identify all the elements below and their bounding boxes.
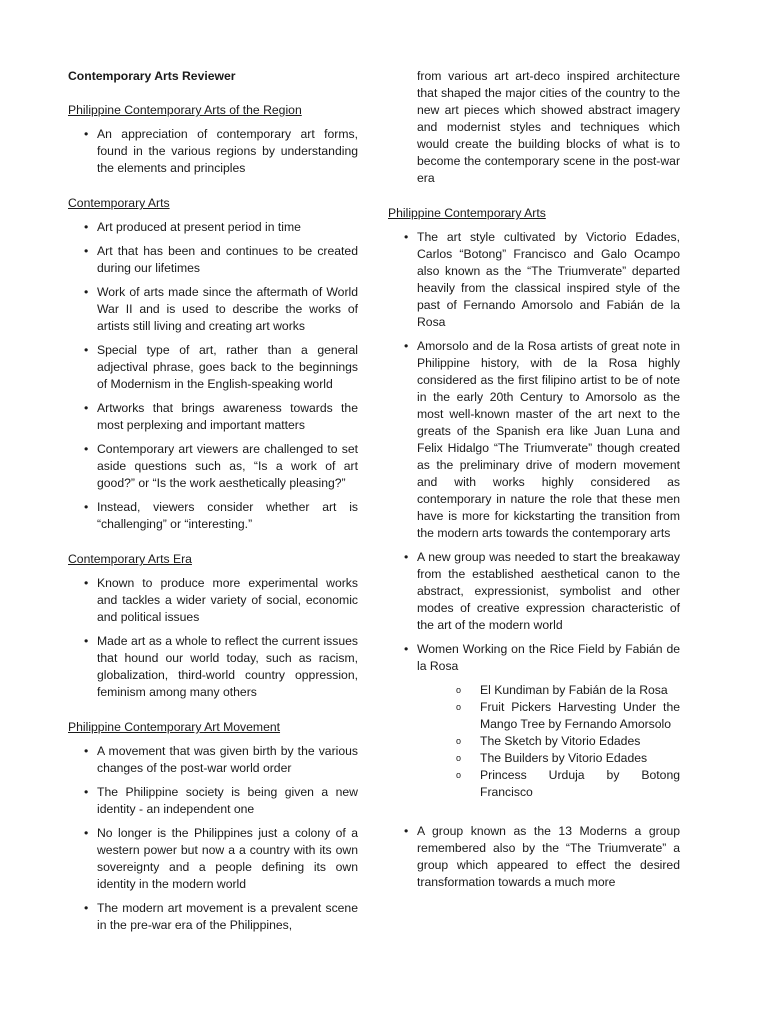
list-item: • Known to produce more experimental works and tackles a wider variety of social, economic and political issues: [68, 575, 358, 626]
bullet-list-arts-era: [68, 575, 358, 701]
bullet-list-philippine-contemporary-arts: [388, 229, 680, 675]
list-item: • Work of arts made since the aftermath of World War II and is used to describe the works of artists still living and creating art works: [68, 284, 358, 335]
section-heading-regional-arts: Philippine Contemporary Arts of the Region: [68, 103, 302, 117]
list-item: • The art style cultivated by Victorio Edades, Carlos “Botong” Francisco and Galo Ocampo also known as the “The Triumverate” departed heavily from the classical inspired style of the past of Fernando Amorsolo and Fabián de la Rosa: [388, 229, 680, 331]
list-item: • Made art as a whole to reflect the current issues that hound our world today, such as racism, globalization, third-world country oppression, feminism among many others: [68, 633, 358, 701]
sublist-item: o El Kundiman by Fabián de la Rosa: [456, 682, 680, 699]
continued-paragraph: from various art art-deco inspired architecture that shaped the major cities of the country to the new art pieces which showed abstract imagery and modernist styles and techniques which would create the building blocks of what is to become the contemporary scene in the post-war era: [417, 69, 680, 185]
list-item: • A movement that was given birth by the various changes of the post-war world order: [68, 743, 358, 777]
document-title: Contemporary Arts Reviewer: [68, 69, 236, 83]
list-item: • Instead, viewers consider whether art is “challenging” or “interesting.”: [68, 499, 358, 533]
sublist-item: o Princess Urduja by Botong Francisco: [456, 767, 680, 801]
list-item: • An appreciation of contemporary art forms, found in the various regions by understanding the elements and principles: [68, 126, 358, 177]
list-item: • The modern art movement is a prevalent scene in the pre-war era of the Philippines,: [68, 900, 358, 934]
bullet-list-thirteen-moderns: [388, 823, 680, 891]
left-column: [68, 68, 358, 952]
section-heading-art-movement: Philippine Contemporary Art Movement: [68, 720, 281, 734]
list-item: • A new group was needed to start the breakaway from the established aesthetical canon to the abstract, expressionist, symbolist and other modes of creative expression characteristic of the art of the modern world: [388, 549, 680, 634]
list-item: • A group known as the 13 Moderns a group remembered also by the “The Triumverate” a group which appeared to effect the desired transformation towards a much more: [388, 823, 680, 891]
list-item: • The Philippine society is being given a new identity - an independent one: [68, 784, 358, 818]
list-item: • Art that has been and continues to be created during our lifetimes: [68, 243, 358, 277]
list-item: • Amorsolo and de la Rosa artists of great note in Philippine history, with de la Rosa highly considered as the first filipino artist to be of note in the early 20th Century to Amorsolo as the most well-known master of the art next to the greats of the Spanish era like Juan Luna and Felix Hidalgo “The Triumverate” though created as the preliminary drive of modern movement and with works highly considered as contemporary in nature the role that these men have is more for kickstarting the transition from the modern arts towards the contemporary arts: [388, 338, 680, 542]
bullet-list-regional-arts: [68, 126, 358, 177]
bullet-list-art-movement: [68, 743, 358, 934]
list-item: • Art produced at present period in time: [68, 219, 358, 236]
list-item: • Women Working on the Rice Field by Fabián de la Rosa: [388, 641, 680, 675]
sublist-item: o The Builders by Vitorio Edades: [456, 750, 680, 767]
sublist-item: o Fruit Pickers Harvesting Under the Mango Tree by Fernando Amorsolo: [456, 699, 680, 733]
section-heading-philippine-contemporary-arts: Philippine Contemporary Arts: [388, 206, 546, 220]
section-heading-contemporary-arts: Contemporary Arts: [68, 196, 170, 210]
list-item: • Special type of art, rather than a general adjectival phrase, goes back to the beginnings of Modernism in the English-speaking world: [68, 342, 358, 393]
bullet-list-contemporary-arts: [68, 219, 358, 533]
right-column: [388, 68, 680, 909]
list-item: • Contemporary art viewers are challenged to set aside questions such as, “Is a work of art good?” or “Is the work aesthetically pleasing?”: [68, 441, 358, 492]
artwork-sublist: [388, 682, 680, 801]
list-item: • Artworks that brings awareness towards the most perplexing and important matters: [68, 400, 358, 434]
sublist-item: o The Sketch by Vitorio Edades: [456, 733, 680, 750]
section-heading-arts-era: Contemporary Arts Era: [68, 552, 192, 566]
list-item: • No longer is the Philippines just a colony of a western power but now a a country with its own sovereignty and a people defining its own identity in the modern world: [68, 825, 358, 893]
